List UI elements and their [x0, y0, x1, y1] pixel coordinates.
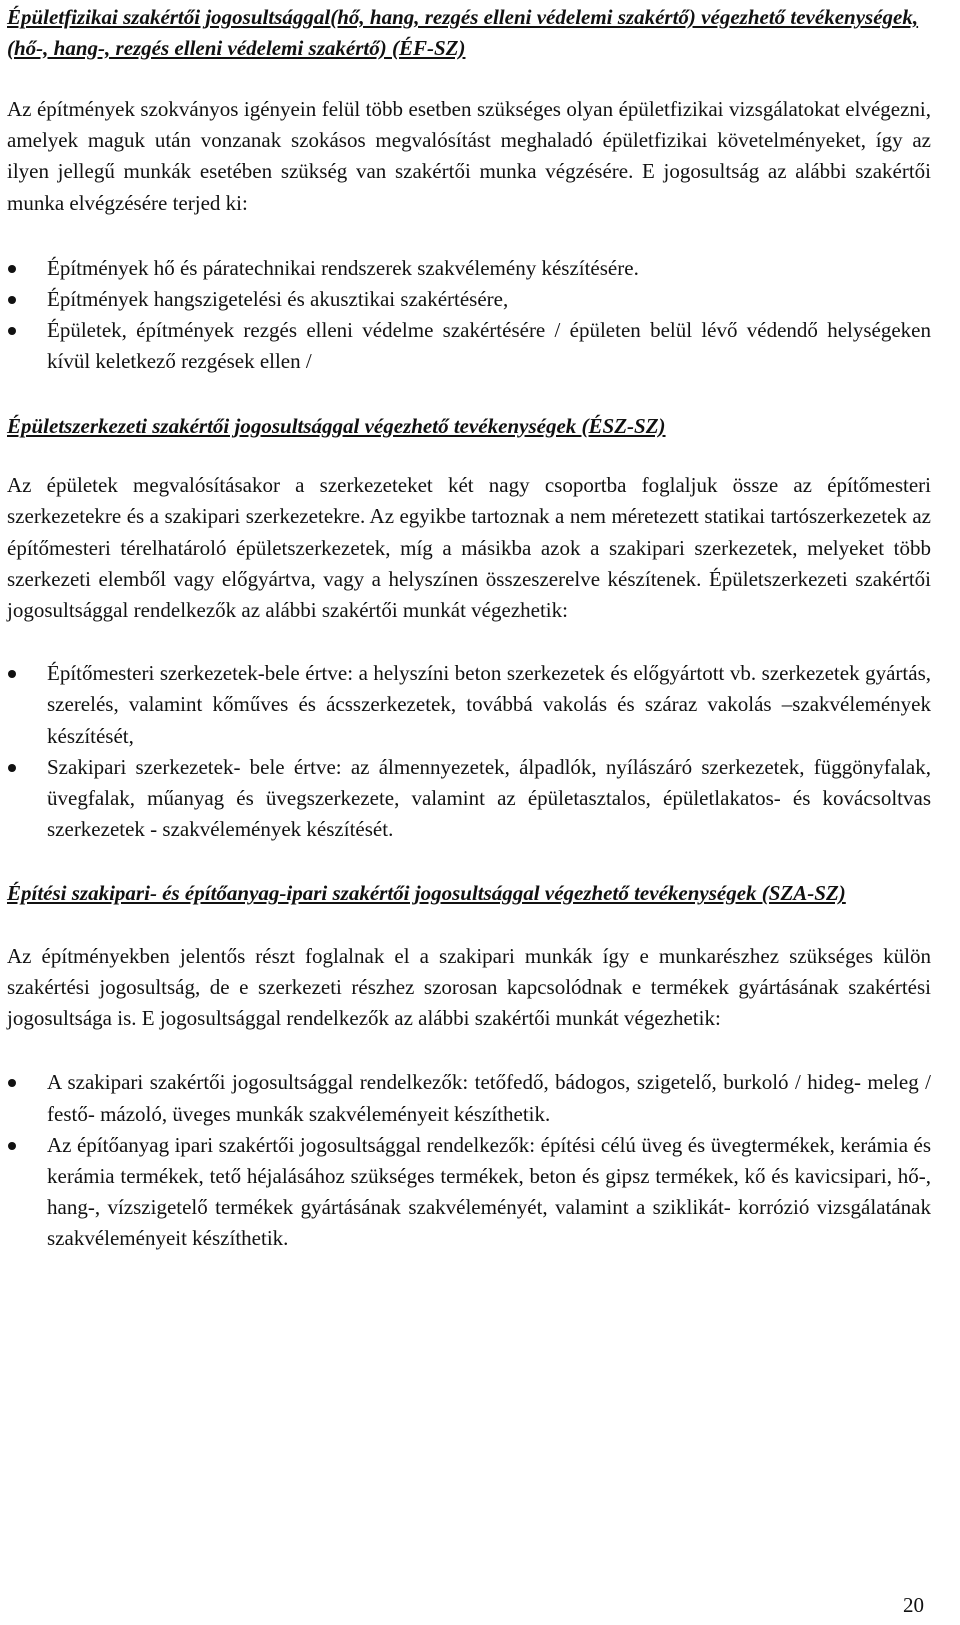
section-heading: Építési szakipari- és építőanyag-ipari szakértői jogosultsággal végezhető tevékenységek (SZA-SZ): [7, 881, 846, 906]
list-item: Szakipari szerkezetek- bele értve: az álmennyezetek, álpadlók, nyílászáró szerkezetek, függönyfalak, üvegfalak, műanyag és üvegszerkezete, valamint az épületasztalos, épületlakatos- és kovácsoltvas szerkezetek - szakvélemények készítését.: [7, 752, 931, 846]
list-item: Építőmesteri szerkezetek-bele értve: a helyszíni beton szerkezetek és előgyártott vb. szerkezetek gyártás, szerelés, valamint kőműves és ácsszerkezetek, továbbá vakolás és száraz vakolás –szakvélemények készítését,: [7, 658, 931, 752]
bullet-list: [7, 658, 931, 845]
section-esz-sz: [7, 411, 931, 846]
section-ef-sz: [7, 2, 931, 378]
list-item: Az építőanyag ipari szakértői jogosultsággal rendelkezők: építési célú üveg és üvegtermékek, kerámia és kerámia termékek, tető héjalásához szükséges termékek, beton és gipsz termékek, kő és kavicsipari, hő-, hang-, vízszigetelő termékek gyártásának szakvéleményét, valamint a sziklikát- korrózió vizsgálatának szakvéleményeit készíthetik.: [7, 1130, 931, 1255]
list-item: Építmények hő és páratechnikai rendszerek szakvélemény készítésére.: [7, 253, 931, 284]
section-heading: Épületfizikai szakértői jogosultsággal(hő, hang, rezgés elleni védelemi szakértő) végezhető tevékenységek, (hő-, hang-, rezgés elleni védelemi szakértő) (ÉF-SZ): [7, 5, 919, 60]
list-item: Épületek, építmények rezgés elleni védelme szakértésére / épületen belül lévő védendő helységeken kívül keletkező rezgések ellen /: [7, 315, 931, 377]
list-item: A szakipari szakértői jogosultsággal rendelkezők: tetőfedő, bádogos, szigetelő, burkoló / hideg- meleg / festő- mázoló, üveges munkák szakvéleményeit készíthetik.: [7, 1067, 931, 1129]
list-item: Építmények hangszigetelési és akusztikai szakértésére,: [7, 284, 931, 315]
section-heading: Épületszerkezeti szakértői jogosultsággal végezhető tevékenységek (ÉSZ-SZ): [7, 413, 666, 438]
bullet-list: [7, 253, 931, 378]
document-page: [7, 2, 931, 1255]
bullet-list: [7, 1067, 931, 1254]
section-sza-sz: [7, 878, 931, 1254]
section-intro: Az építmények szokványos igényein felül több esetben szükséges olyan épületfizikai vizsgálatokat elvégezni, amelyek maguk után vonzanak szokásos megvalósítást meghaladó épületfizikai követelményeket, így az ilyen jellegű munkák esetében szükség van szakértői munka végzésére. E jogosultság az alábbi szakértői munka elvégzésére terjed ki:: [7, 97, 931, 215]
section-intro: Az épületek megvalósításakor a szerkezeteket két nagy csoportba foglaljuk össze az építőmesteri szerkezetekre és a szakipari szerkezetekre. Az egyikbe tartoznak a nem méretezett statikai tartószerkezetek az építőmesteri térelhatároló épületszerkezetek, míg a másikba azok a szakipari szerkezetek, melyeket több szerkezeti elemből vagy előgyártva, vagy a helyszínen összeszerelve készítenek. Épületszerkezeti szakértői jogosultsággal rendelkezők az alábbi szakértői munkát végezhetik:: [7, 473, 931, 622]
section-intro: Az építményekben jelentős részt foglalnak el a szakipari munkák így e munkarészhez szükséges külön szakértési jogosultság, de e szerkezeti részhez szorosan kapcsolódnak e termékek gyártásának szakértési jogosultsága is. E jogosultsággal rendelkezők az alábbi szakértői munkát végezhetik:: [7, 943, 931, 1031]
page-number: 20: [903, 1593, 924, 1617]
